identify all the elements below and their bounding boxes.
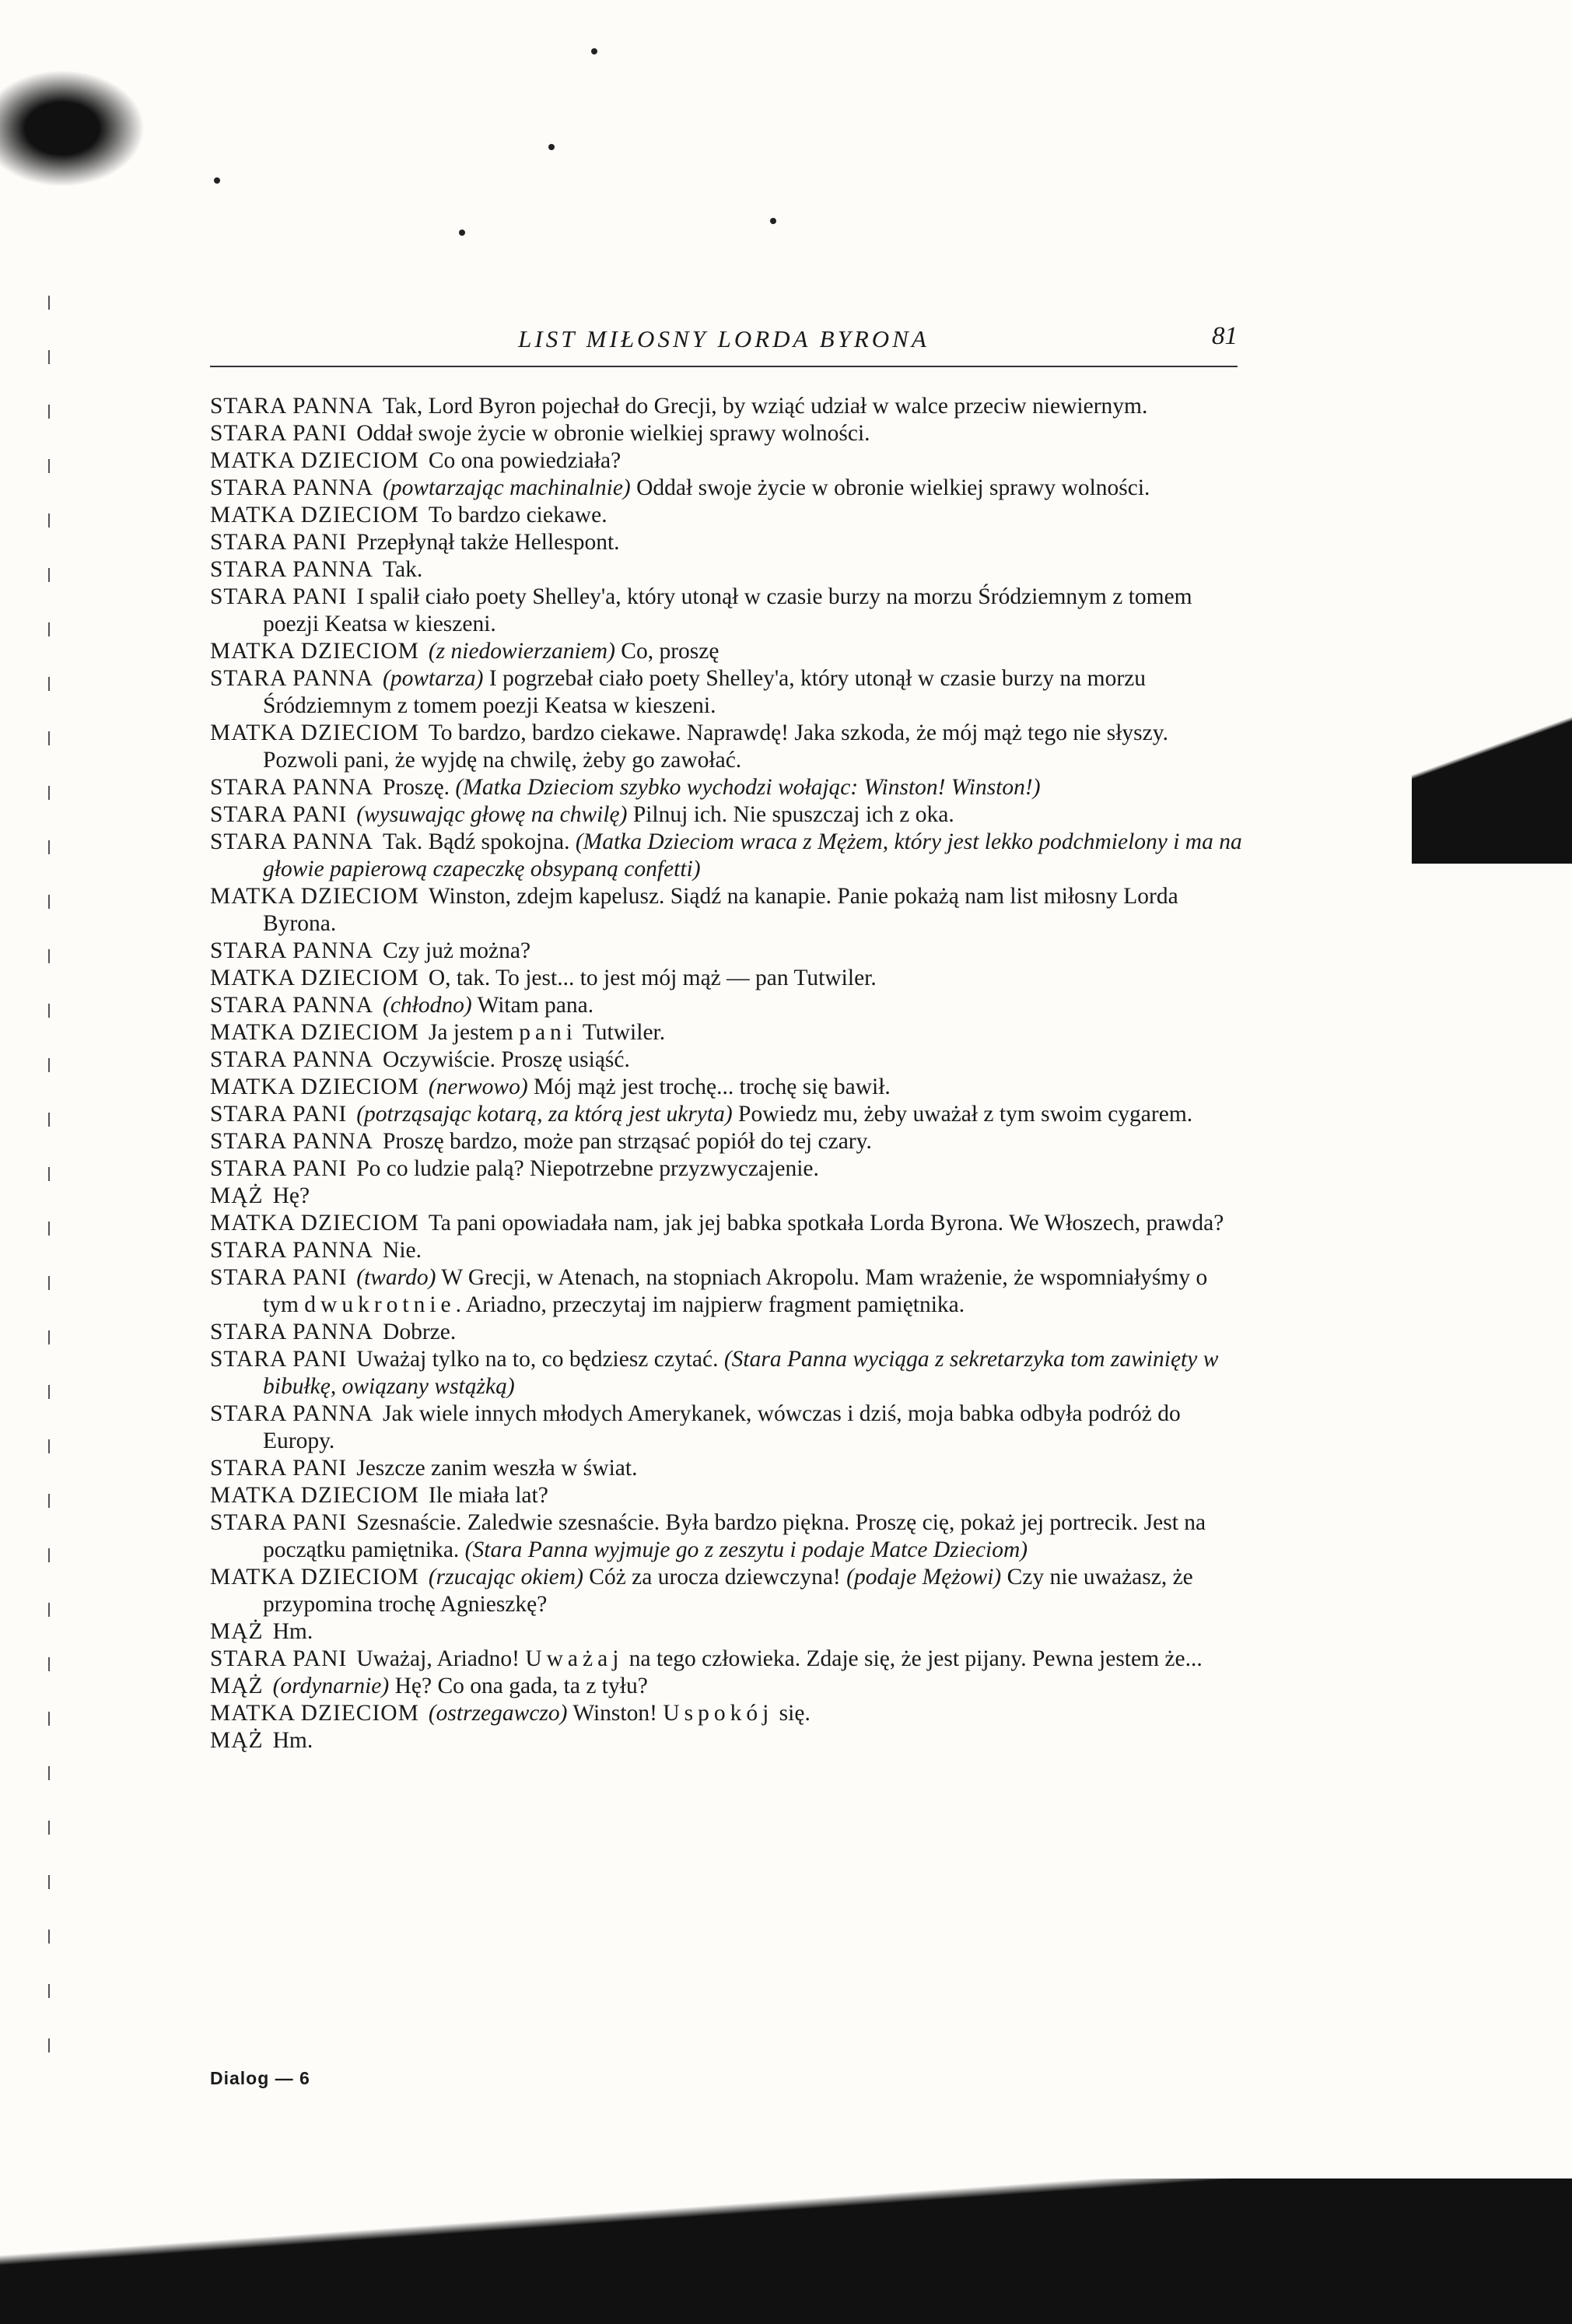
spoken-text: Ta pani opowiadała nam, jak jej babka spotkała Lorda Byrona. We Włoszech, prawda?	[428, 1211, 1224, 1236]
speaker-name: MATKA DZIECIOM	[210, 1565, 419, 1590]
stage-direction: (Matka Dzieciom szybko wychodzi wołając: Winston! Winston!)	[455, 775, 1041, 800]
spoken-text: Co, proszę	[614, 639, 719, 664]
dialogue-line	[210, 1074, 1245, 1101]
dialogue-line	[210, 1319, 1245, 1346]
spoken-text: Ile miała lat?	[428, 1483, 548, 1508]
stage-direction: (ordynarnie)	[272, 1674, 390, 1698]
dialogue-line	[210, 801, 1245, 829]
spoken-text: Winston, zdejm kapelusz. Siądź na kanapie. Panie pokażą nam list miłosny Lorda Byrona.	[263, 884, 1178, 936]
spoken-text: Oddał swoje życie w obronie wielkiej sprawy wolności.	[356, 421, 870, 446]
spoken-text: Uważaj, Ariadno!	[356, 1646, 526, 1671]
dialogue-line	[210, 1183, 1245, 1210]
spoken-text: O, tak. To jest... to jest mój mąż — pan Tutwiler.	[428, 966, 877, 990]
spoken-text: Oddał swoje życie w obronie wielkiej sprawy wolności.	[630, 475, 1150, 500]
spoken-text: Proszę bardzo, może pan strząsać popiół do tej czary.	[383, 1129, 872, 1154]
speaker-name: STARA PANNA	[210, 394, 374, 419]
spoken-text: Hm.	[272, 1728, 313, 1753]
spoken-text: Ja jestem	[428, 1020, 520, 1045]
dialogue-line	[210, 1019, 1245, 1046]
stage-direction: (ostrzegawczo)	[428, 1701, 568, 1726]
speaker-name: MATKA DZIECIOM	[210, 884, 419, 909]
spoken-text: Tak, Lord Byron pojechał do Grecji, by wziąć udział w walce przeciw niewiernym.	[383, 394, 1148, 419]
running-title: LIST MIŁOSNY LORDA BYRONA	[518, 325, 930, 352]
spoken-text: Nie.	[383, 1238, 422, 1263]
spoken-text: To bardzo, bardzo ciekawe. Naprawdę! Jaka szkoda, że mój mąż tego nie słyszy. Pozwoli pani, że wyjdę na chwilę, żeby go zawołać.	[263, 720, 1168, 773]
dialogue-line	[210, 1509, 1245, 1564]
speaker-name: STARA PANI	[210, 530, 348, 555]
scan-artifact-bottom-edge	[0, 2179, 1572, 2324]
speaker-name: MĄŻ	[210, 1674, 264, 1698]
speaker-name: MATKA DZIECIOM	[210, 1020, 419, 1045]
speaker-name: MATKA DZIECIOM	[210, 1483, 419, 1508]
spoken-text: Po co ludzie palą? Niepotrzebne przyzwyczajenie.	[356, 1156, 819, 1181]
dialogue-line	[210, 1673, 1245, 1700]
spoken-text: Hm.	[272, 1619, 313, 1644]
dialogue-line	[210, 393, 1245, 420]
spoken-text: Hę? Co ona gada, ta z tyłu?	[389, 1674, 648, 1698]
dialogue-line	[210, 1210, 1245, 1237]
spoken-text: . Ariadno, przeczytaj im najpierw fragment pamiętnika.	[455, 1292, 965, 1317]
spoken-text: I spalił ciało poety Shelley'a, który utonął w czasie burzy na morzu Śródziemnym z tomem poezji Keatsa w kieszeni.	[263, 584, 1192, 636]
dialogue-line	[210, 1264, 1245, 1319]
speaker-name: STARA PANNA	[210, 829, 374, 854]
dialogue-line	[210, 1564, 1245, 1618]
speaker-name: STARA PANI	[210, 1156, 348, 1181]
speaker-name: STARA PANI	[210, 1646, 348, 1671]
dialogue-line	[210, 502, 1245, 529]
dialogue-line	[210, 992, 1245, 1019]
stage-direction: (Matka Dzieciom wraca z Mężem, który jest lekko podchmielony i ma na głowie papierową czapeczkę obsypaną confetti)	[263, 829, 1242, 882]
speaker-name: MATKA DZIECIOM	[210, 1074, 419, 1099]
spoken-text: Co ona powiedziała?	[428, 448, 621, 473]
spoken-text: Mój mąż jest trochę... trochę się bawił.	[527, 1074, 891, 1099]
speaker-name: MĄŻ	[210, 1728, 264, 1753]
dialogue-line	[210, 965, 1245, 992]
spoken-text: Szesnaście. Zaledwie szesnaście. Była bardzo piękna. Proszę cię, pokaż jej portrecik. Jest na początku pamiętnika.	[263, 1510, 1206, 1562]
stage-direction: (rzucając okiem)	[428, 1565, 583, 1590]
stage-direction: (Stara Panna wyciąga z sekretarzyka tom zawinięty w bibułkę, owiązany wstążką)	[263, 1347, 1219, 1399]
dialogue-line	[210, 1482, 1245, 1509]
scan-speck	[548, 144, 555, 150]
dialogue-line	[210, 1237, 1245, 1264]
spoken-text: Hę?	[272, 1183, 310, 1208]
dialogue-line	[210, 829, 1245, 883]
scan-artifact-left-margin	[48, 296, 50, 2085]
speaker-name: MĄŻ	[210, 1183, 264, 1208]
speaker-name: STARA PANNA	[210, 938, 374, 963]
dialogue-line	[210, 774, 1245, 801]
dialogue-line	[210, 529, 1245, 556]
dialogue-line	[210, 1346, 1245, 1400]
page-header	[210, 322, 1238, 367]
printer-signature: Dialog — 6	[210, 2068, 310, 2088]
dialogue-line	[210, 556, 1245, 584]
spoken-text: Jeszcze zanim weszła w świat.	[356, 1456, 638, 1481]
spoken-text: Przepłynął także Hellespont.	[356, 530, 620, 555]
stage-direction: (chłodno)	[383, 993, 472, 1018]
speaker-name: STARA PANNA	[210, 1129, 374, 1154]
spoken-text: I pogrzebał ciało poety Shelley'a, który utonął w czasie burzy na morzu Śródziemnym z tomem poezji Keatsa w kieszeni.	[263, 666, 1146, 718]
spoken-text: Winston!	[567, 1701, 663, 1726]
speaker-name: STARA PANNA	[210, 557, 374, 582]
dialogue-line	[210, 720, 1245, 774]
spoken-text: Czy nie uważasz, że przypomina trochę Agnieszkę?	[263, 1565, 1193, 1617]
speaker-name: MATKA DZIECIOM	[210, 503, 419, 528]
speaker-name: MATKA DZIECIOM	[210, 448, 419, 473]
speaker-name: MATKA DZIECIOM	[210, 639, 419, 664]
speaker-name: STARA PANI	[210, 1102, 348, 1127]
stage-direction: (powtarzając machinalnie)	[383, 475, 631, 500]
scan-speck	[591, 48, 597, 54]
spoken-text: W Grecji, w Atenach, na stopniach Akropolu. Mam wrażenie, że wspomniałyśmy o tym	[263, 1265, 1208, 1317]
spoken-text: Uważaj tylko na to, co będziesz czytać.	[356, 1347, 724, 1372]
dialogue-line	[210, 665, 1245, 720]
dialogue-line	[210, 883, 1245, 938]
scan-speck	[459, 230, 465, 236]
dialogue-line	[210, 1101, 1245, 1128]
spoken-text: Tak. Bądź spokojna.	[383, 829, 576, 854]
speaker-name: MATKA DZIECIOM	[210, 966, 419, 990]
spoken-text: Cóż za urocza dziewczyna!	[583, 1565, 847, 1590]
stage-direction: (Stara Panna wyjmuje go z zeszytu i podaje Matce Dzieciom)	[464, 1537, 1028, 1562]
speaker-name: STARA PANNA	[210, 475, 374, 500]
spoken-text: Proszę.	[383, 775, 456, 800]
page-number: 81	[1212, 322, 1238, 350]
spoken-text: Tak.	[383, 557, 423, 582]
spoken-text: Powiedz mu, żeby uważał z tym swoim cygarem.	[732, 1102, 1193, 1127]
scan-artifact-right-edge	[1412, 685, 1572, 864]
spoken-text: Tutwiler.	[576, 1020, 666, 1045]
stage-direction: (nerwowo)	[428, 1074, 528, 1099]
spoken-text: na tego człowieka. Zdaje się, że jest pijany. Pewna jestem że...	[623, 1646, 1203, 1671]
dialogue-line	[210, 584, 1245, 638]
speaker-name: MĄŻ	[210, 1619, 264, 1644]
speaker-name: STARA PANNA	[210, 1238, 374, 1263]
scan-speck	[770, 218, 776, 224]
stage-direction: (powtarza)	[383, 666, 484, 691]
speaker-name: STARA PANNA	[210, 1401, 374, 1426]
speaker-name: STARA PANI	[210, 1456, 348, 1481]
speaker-name: STARA PANI	[210, 802, 348, 827]
dialogue-line	[210, 1618, 1245, 1646]
dialogue-line	[210, 1155, 1245, 1183]
scan-artifact-top-left	[0, 62, 156, 195]
stage-direction: (podaje Mężowi)	[846, 1565, 1002, 1590]
spoken-text: dwukrotnie	[304, 1292, 456, 1317]
spoken-text: Uspokój	[663, 1701, 774, 1726]
speaker-name: STARA PANI	[210, 1347, 348, 1372]
stage-direction: (wysuwając głowę na chwilę)	[356, 802, 628, 827]
spoken-text: Dobrze.	[383, 1320, 457, 1344]
dialogue-line	[210, 1727, 1245, 1754]
speaker-name: STARA PANI	[210, 1265, 348, 1290]
speaker-name: STARA PANI	[210, 584, 348, 609]
dialogue-line	[210, 475, 1245, 502]
dialogue-line	[210, 447, 1245, 475]
speaker-name: MATKA DZIECIOM	[210, 720, 419, 745]
speaker-name: STARA PANNA	[210, 666, 374, 691]
speaker-name: STARA PANI	[210, 1510, 348, 1535]
spoken-text: Witam pana.	[471, 993, 594, 1018]
dialogue-line	[210, 638, 1245, 665]
dialogue-line	[210, 420, 1245, 447]
spoken-text: Oczywiście. Proszę usiąść.	[383, 1047, 630, 1072]
speaker-name: STARA PANNA	[210, 1320, 374, 1344]
dialogue-line	[210, 1128, 1245, 1155]
spoken-text: Czy już można?	[383, 938, 531, 963]
dialogue-text	[210, 393, 1245, 1754]
spoken-text: pani	[519, 1020, 577, 1045]
spoken-text: Uważaj	[525, 1646, 624, 1671]
dialogue-line	[210, 1046, 1245, 1074]
spoken-text: Jak wiele innych młodych Amerykanek, wówczas i dziś, moja babka odbyła podróż do Europy.	[263, 1401, 1181, 1453]
spoken-text: się.	[773, 1701, 811, 1726]
dialogue-line	[210, 1400, 1245, 1455]
stage-direction: (twardo)	[356, 1265, 436, 1290]
scan-speck	[214, 177, 220, 184]
dialogue-line	[210, 938, 1245, 965]
spoken-text: Pilnuj ich. Nie spuszczaj ich z oka.	[627, 802, 954, 827]
spoken-text: To bardzo ciekawe.	[428, 503, 607, 528]
stage-direction: (potrząsając kotarą, za którą jest ukryta)	[356, 1102, 733, 1127]
speaker-name: STARA PANNA	[210, 775, 374, 800]
dialogue-line	[210, 1700, 1245, 1727]
speaker-name: STARA PANNA	[210, 993, 374, 1018]
speaker-name: STARA PANNA	[210, 1047, 374, 1072]
stage-direction: (z niedowierzaniem)	[428, 639, 615, 664]
dialogue-line	[210, 1455, 1245, 1482]
speaker-name: STARA PANI	[210, 421, 348, 446]
speaker-name: MATKA DZIECIOM	[210, 1701, 419, 1726]
speaker-name: MATKA DZIECIOM	[210, 1211, 419, 1236]
dialogue-line	[210, 1646, 1245, 1673]
